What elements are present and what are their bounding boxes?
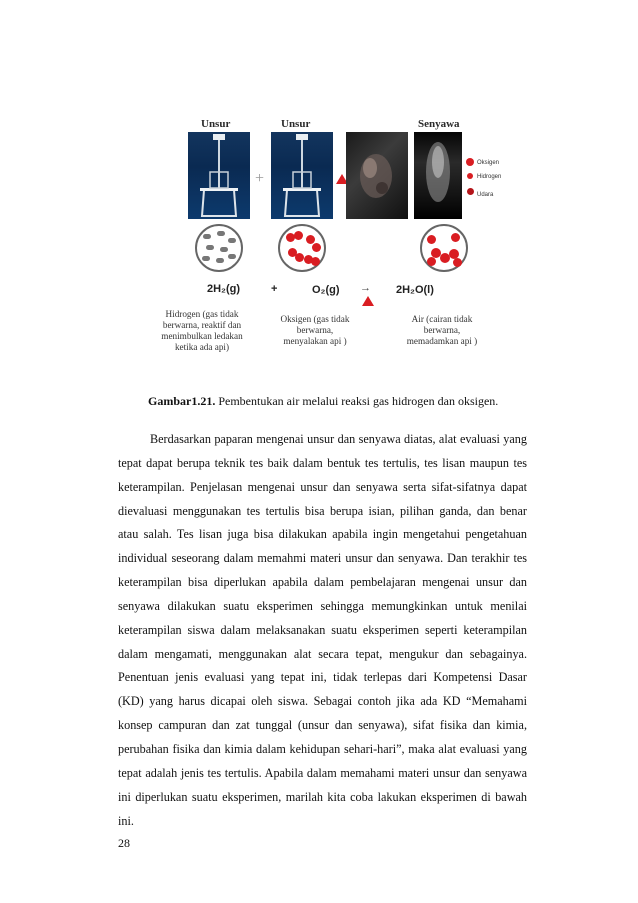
water-description bbox=[394, 314, 490, 347]
paragraph-line: atau salah. Tes lisan juga bisa dilakukan apabila ingin mengetahui pengetahuan bbox=[118, 527, 527, 542]
hydrogen-jar-photo bbox=[188, 132, 250, 219]
paragraph-line: keterampilan. Penjelasan mengenai unsur dan senyawa serta sifat-sifatnya dapat bbox=[118, 479, 527, 494]
paragraph-line: ini. bbox=[118, 813, 134, 828]
page-number: 28 bbox=[118, 836, 130, 850]
paragraph-line: (KD) yang harus dicapai oleh siswa. Sebagai contoh jika ada KD “Memahami bbox=[118, 694, 527, 709]
steam-icon bbox=[414, 132, 462, 219]
desc-line: memadamkan api ) bbox=[406, 336, 478, 346]
legend-hydrogen: Hidrogen bbox=[477, 174, 502, 180]
hydrogen-molecules-circle bbox=[195, 224, 243, 272]
paragraph-line: dalam mengamati, menggunakan alat secara tepat, mengukur dan sebagainya. bbox=[118, 646, 527, 661]
plus-sign-photos: + bbox=[255, 170, 265, 187]
header-unsur-hidrogen: Unsur bbox=[201, 118, 231, 130]
paragraph-line: keterampilan bisa diperlukan apabila dalam pembelajaran mengenai unsur dan bbox=[118, 575, 527, 590]
hydrogen-molecule bbox=[216, 258, 224, 263]
caption-label: Gambar1.21. bbox=[148, 394, 216, 408]
hydrogen-molecule bbox=[206, 245, 214, 250]
desc-line: ketika ada api) bbox=[174, 342, 230, 352]
explosion-icon bbox=[346, 132, 408, 219]
oxygen-atom bbox=[294, 231, 303, 240]
water-atom bbox=[427, 235, 436, 244]
paragraph-line: tepat dapat berupa teknik tes baik dalam bentuk tes tertulis, tes lisan maupun tes bbox=[118, 455, 527, 470]
paragraph-line: konsep campuran dan zat tunggal (unsur dan senyawa), sifat fisika dan kimia, bbox=[118, 718, 527, 733]
desc-line: Hidrogen (gas tidak bbox=[165, 309, 239, 319]
water-atom bbox=[427, 257, 436, 266]
caption-text: Pembentukan air melalui reaksi gas hidrogen dan oksigen. bbox=[215, 394, 499, 408]
reaction-figure bbox=[161, 118, 525, 380]
desc-line: berwarna, bbox=[423, 325, 461, 335]
water-photo bbox=[414, 132, 462, 219]
hydrogen-description bbox=[148, 309, 256, 353]
equation-oxygen: O₂(g) bbox=[312, 284, 340, 296]
oxygen-molecules-circle bbox=[278, 224, 326, 272]
water-atom bbox=[451, 233, 460, 242]
header-senyawa: Senyawa bbox=[418, 118, 460, 130]
water-molecules-circle bbox=[420, 224, 468, 272]
gas-jar-icon bbox=[271, 132, 333, 219]
paragraph-line: keterampilan siswa dalam melaksanakan suatu eksperimen seperti keterampilan bbox=[118, 622, 527, 637]
paragraph-line: perubahan fisika dan kimia dalam kehidupan sehari-hari”, maka alat evaluasi yang bbox=[118, 741, 527, 756]
paragraph-line: dievaluasi menggunakan tes tertulis bisa berupa isian, pilihan ganda, dan benar bbox=[118, 503, 527, 518]
reaction-photo bbox=[346, 132, 408, 219]
header-unsur-oksigen: Unsur bbox=[281, 118, 311, 130]
body-paragraph bbox=[118, 428, 527, 833]
gas-jar-icon bbox=[188, 132, 250, 219]
equation-plus: + bbox=[271, 283, 278, 295]
oxygen-description bbox=[264, 314, 366, 347]
oxygen-atom bbox=[311, 257, 320, 266]
oxygen-jar-photo bbox=[271, 132, 333, 219]
hydrogen-molecule bbox=[228, 238, 236, 243]
hydrogen-molecule bbox=[228, 254, 236, 259]
figure-caption bbox=[148, 394, 498, 409]
oxygen-atom bbox=[295, 253, 304, 262]
hydrogen-molecule bbox=[202, 256, 210, 261]
equation-water: 2H₂O(l) bbox=[396, 284, 434, 296]
legend-oxygen-dot bbox=[466, 158, 474, 166]
equation-hydrogen: 2H₂(g) bbox=[207, 283, 240, 295]
paragraph-line: individual seseorang dalam memahmi materi unsur dan senyawa. Dan terakhir tes bbox=[118, 551, 527, 566]
water-atom bbox=[453, 258, 462, 267]
hydrogen-molecule bbox=[203, 234, 211, 239]
hydrogen-molecule bbox=[217, 231, 225, 236]
paragraph-line: tepat adalah jenis tes tertulis. Apabila dalam memahami materi unsur dan senyawa bbox=[118, 765, 527, 780]
desc-line: Oksigen (gas tidak bbox=[280, 314, 350, 324]
desc-line: Air (cairan tidak bbox=[411, 314, 473, 324]
desc-line: menyalakan api ) bbox=[283, 336, 347, 346]
paragraph-line: Berdasarkan paparan mengenai unsur dan senyawa diatas, alat evaluasi yang bbox=[150, 432, 527, 446]
paragraph-line: senyawa dilakukan suatu eksperimen sehingga memungkinkan untuk menilai bbox=[118, 598, 527, 613]
equation-arrow: → bbox=[360, 282, 371, 294]
hydrogen-molecule bbox=[220, 247, 228, 252]
legend-udara: Udara bbox=[477, 192, 494, 198]
desc-line: menimbulkan ledakan bbox=[161, 331, 243, 341]
legend-air-dot bbox=[467, 188, 474, 195]
paragraph-line: ini diperlukan suatu eksperimen, marilah kita coba lakukan eksperimen di bawah bbox=[118, 789, 527, 804]
legend-hydrogen-dot bbox=[467, 173, 473, 179]
paragraph-line: Penentuan jenis evaluasi yang tepat ini, tidak terlepas dari Kompetensi Dasar bbox=[118, 670, 527, 685]
desc-line: berwarna, reaktif dan bbox=[162, 320, 242, 330]
flame-icon bbox=[362, 296, 374, 306]
desc-line: berwarna, bbox=[296, 325, 334, 335]
legend-oxygen: Oksigen bbox=[477, 160, 500, 166]
oxygen-atom bbox=[312, 243, 321, 252]
